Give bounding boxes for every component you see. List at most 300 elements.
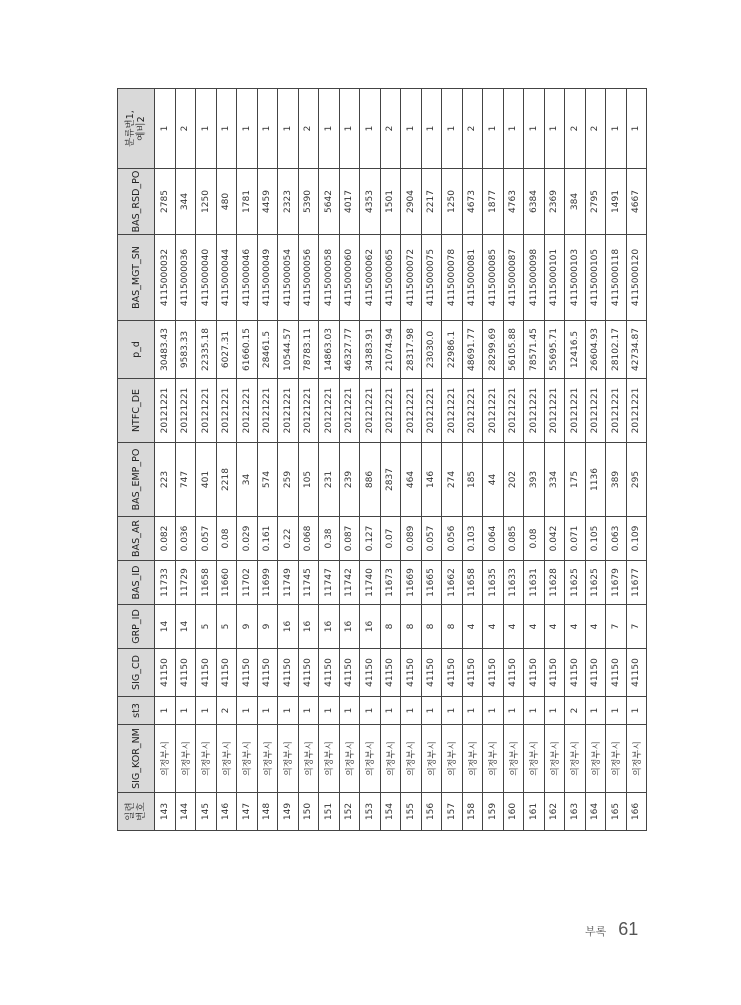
table-cell: 0.127 [360,517,381,561]
table-cell: 41150 [565,649,586,697]
table-cell: 165 [606,793,627,831]
column-header: BAS_EMP_PO [118,443,155,517]
table-cell: 159 [483,793,504,831]
table-cell: 20121221 [544,379,565,443]
column-header: BAS_RSD_PO [118,169,155,235]
table-cell: 41150 [196,649,217,697]
table-cell: 41150 [257,649,278,697]
table-cell: 11679 [606,561,627,605]
table-cell: 344 [175,169,196,235]
table-cell: 574 [257,443,278,517]
table-cell: 2795 [585,169,606,235]
table-cell: 의정부시 [339,725,360,793]
table-cell: 0.22 [278,517,299,561]
table-cell: 1 [606,697,627,725]
table-cell: 4115000032 [155,235,176,321]
table-cell: 0.057 [196,517,217,561]
table-cell: 1 [196,697,217,725]
table-cell: 2 [216,697,237,725]
table-cell: 105 [298,443,319,517]
table-cell: 11699 [257,561,278,605]
table-cell: 0.07 [380,517,401,561]
table-cell: 20121221 [298,379,319,443]
table-row [544,89,565,831]
table-cell: 16 [298,605,319,649]
table-cell: 239 [339,443,360,517]
table-cell: 21074.94 [380,321,401,379]
table-cell: 22335.18 [196,321,217,379]
table-cell: 0.08 [524,517,545,561]
table-cell: 464 [401,443,422,517]
table-cell: 1 [155,697,176,725]
table-cell: 41150 [360,649,381,697]
table-cell: 2785 [155,169,176,235]
table-cell: 의정부시 [216,725,237,793]
table-cell: 의정부시 [175,725,196,793]
table-row [237,89,258,831]
table-cell: 4115000056 [298,235,319,321]
table-cell: 11631 [524,561,545,605]
table-cell: 8 [421,605,442,649]
table-cell: 11658 [196,561,217,605]
table-cell: 41150 [462,649,483,697]
table-cell: 4115000105 [585,235,606,321]
page-number: 61 [618,919,639,939]
table-cell: 2 [298,89,319,169]
table-row [442,89,463,831]
table-cell: 1 [175,697,196,725]
table-cell: 1 [544,89,565,169]
table-cell: 334 [544,443,565,517]
table-cell: 0.085 [503,517,524,561]
table-cell: 14 [155,605,176,649]
table-cell: 4673 [462,169,483,235]
table-row [196,89,217,831]
table-cell: 41150 [175,649,196,697]
table-cell: 1 [544,697,565,725]
table-cell: 4115000098 [524,235,545,321]
table-cell: 의정부시 [442,725,463,793]
table-cell: 11635 [483,561,504,605]
table-cell: 20121221 [216,379,237,443]
table-cell: 1 [421,697,442,725]
table-cell: 41150 [298,649,319,697]
table-cell: 1 [462,697,483,725]
table-cell: 2904 [401,169,422,235]
table-cell: 의정부시 [606,725,627,793]
table-cell: 480 [216,169,237,235]
table-cell: 2217 [421,169,442,235]
table-cell: 2 [380,89,401,169]
table-cell: 61660.15 [237,321,258,379]
table-cell: 147 [237,793,258,831]
table-row [257,89,278,831]
table-cell: 48691.77 [462,321,483,379]
table-cell: 11747 [319,561,340,605]
table-cell: 164 [585,793,606,831]
table-cell: 30483.43 [155,321,176,379]
table-cell: 20121221 [462,379,483,443]
table-cell: 4 [503,605,524,649]
table-cell: 150 [298,793,319,831]
table-cell: 34383.91 [360,321,381,379]
table-cell: 1 [626,697,647,725]
table-cell: 20121221 [606,379,627,443]
table-cell: 의정부시 [155,725,176,793]
table-cell: 202 [503,443,524,517]
table-cell: 11669 [401,561,422,605]
table-cell: 4115000060 [339,235,360,321]
table-cell: 1 [585,697,606,725]
table-cell: 148 [257,793,278,831]
table-cell: 20121221 [565,379,586,443]
table-cell: 0.029 [237,517,258,561]
table-cell: 161 [524,793,545,831]
table-cell: 7 [606,605,627,649]
table-cell: 0.042 [544,517,565,561]
table-cell: 11673 [380,561,401,605]
table-cell: 20121221 [257,379,278,443]
table-cell: 28299.69 [483,321,504,379]
table-header-row [118,89,155,831]
table-cell: 2837 [380,443,401,517]
table-cell: 274 [442,443,463,517]
table-cell: 4115000081 [462,235,483,321]
table-row [421,89,442,831]
table-row [319,89,340,831]
table-cell: 146 [216,793,237,831]
table-cell: 8 [401,605,422,649]
column-header: 분류번1, 예비2 [118,89,155,169]
table-cell: 1 [216,89,237,169]
table-cell: 160 [503,793,524,831]
table-cell: 의정부시 [421,725,442,793]
table-cell: 의정부시 [278,725,299,793]
table-cell: 11660 [216,561,237,605]
table-cell: 41150 [421,649,442,697]
table-cell: 1 [298,697,319,725]
table-cell: 157 [442,793,463,831]
table-cell: 의정부시 [585,725,606,793]
table-cell: 146 [421,443,442,517]
table-row [380,89,401,831]
table-cell: 0.082 [155,517,176,561]
table-cell: 5642 [319,169,340,235]
table-cell: 의정부시 [462,725,483,793]
column-header: BAS_ID [118,561,155,605]
table-cell: 0.38 [319,517,340,561]
table-cell: 4115000087 [503,235,524,321]
table-cell: 14 [175,605,196,649]
table-cell: 12416.5 [565,321,586,379]
table-cell: 78571.45 [524,321,545,379]
table-cell: 0.089 [401,517,422,561]
table-row [175,89,196,831]
table-cell: 41150 [278,649,299,697]
table-cell: 4115000040 [196,235,217,321]
table-cell: 28317.98 [401,321,422,379]
table-cell: 4115000085 [483,235,504,321]
table-cell: 0.068 [298,517,319,561]
table-cell: 16 [319,605,340,649]
table-cell: 20121221 [339,379,360,443]
table-row [483,89,504,831]
table-cell: 2369 [544,169,565,235]
table-cell: 28102.17 [606,321,627,379]
table-cell: 16 [339,605,360,649]
table-cell: 4115000078 [442,235,463,321]
table-row [585,89,606,831]
table-cell: 2 [565,89,586,169]
table-cell: 0.087 [339,517,360,561]
table-cell: 4115000062 [360,235,381,321]
table-cell: 20121221 [503,379,524,443]
table-cell: 2323 [278,169,299,235]
column-header: p_d [118,321,155,379]
table-cell: 4115000120 [626,235,647,321]
table-cell: 175 [565,443,586,517]
table-cell: 2218 [216,443,237,517]
table-cell: 6384 [524,169,545,235]
table-cell: 295 [626,443,647,517]
table-cell: 42734.87 [626,321,647,379]
table-cell: 11729 [175,561,196,605]
table-cell: 0.103 [462,517,483,561]
table-cell: 4353 [360,169,381,235]
table-cell: 0.071 [565,517,586,561]
table-cell: 의정부시 [524,725,545,793]
table-row [278,89,299,831]
table-row [339,89,360,831]
table-cell: 56105.88 [503,321,524,379]
table-cell: 11633 [503,561,524,605]
table-cell: 143 [155,793,176,831]
table-cell: 0.161 [257,517,278,561]
table-cell: 20121221 [155,379,176,443]
column-header: SIG_KOR_NM [118,725,155,793]
table-cell: 1877 [483,169,504,235]
table-cell: 2 [462,89,483,169]
table-cell: 4115000118 [606,235,627,321]
table-cell: 41150 [319,649,340,697]
table-cell: 4 [565,605,586,649]
table-row [298,89,319,831]
table-cell: 4115000101 [544,235,565,321]
table-cell: 41150 [380,649,401,697]
table-cell: 1 [626,89,647,169]
table-body [155,89,647,831]
table-cell: 154 [380,793,401,831]
table-cell: 9 [257,605,278,649]
table-cell: 41150 [524,649,545,697]
table-cell: 11740 [360,561,381,605]
table-row [216,89,237,831]
table-cell: 7 [626,605,647,649]
table-cell: 1 [360,697,381,725]
table-cell: 0.105 [585,517,606,561]
table-header [118,89,155,831]
table-cell: 185 [462,443,483,517]
table-cell: 1 [380,697,401,725]
table-cell: 의정부시 [298,725,319,793]
table-cell: 의정부시 [360,725,381,793]
table-cell: 259 [278,443,299,517]
table-cell: 393 [524,443,545,517]
table-row [401,89,422,831]
table-cell: 28461.5 [257,321,278,379]
table-cell: 10544.57 [278,321,299,379]
table-cell: 20121221 [319,379,340,443]
table-cell: 의정부시 [565,725,586,793]
table-cell: 4115000049 [257,235,278,321]
table-cell: 8 [380,605,401,649]
table-cell: 1 [257,89,278,169]
table-cell: 1136 [585,443,606,517]
table-cell: 1 [237,697,258,725]
column-header: GRP_ID [118,605,155,649]
table-cell: 의정부시 [544,725,565,793]
table-cell: 20121221 [483,379,504,443]
table-cell: 4 [585,605,606,649]
table-row [503,89,524,831]
table-cell: 41150 [503,649,524,697]
table-cell: 20121221 [360,379,381,443]
table-cell: 9 [237,605,258,649]
table-cell: 401 [196,443,217,517]
table-cell: 의정부시 [401,725,422,793]
table-cell: 2 [585,89,606,169]
table-cell: 9583.33 [175,321,196,379]
table-cell: 4459 [257,169,278,235]
table-cell: 1250 [196,169,217,235]
table-cell: 11625 [565,561,586,605]
table-cell: 4115000036 [175,235,196,321]
table-cell: 0.064 [483,517,504,561]
table-cell: 78783.11 [298,321,319,379]
table-cell: 5 [196,605,217,649]
table-cell: 4 [462,605,483,649]
column-header: BAS_MGT_SN [118,235,155,321]
table-cell: 0.036 [175,517,196,561]
table-cell: 11662 [442,561,463,605]
table-cell: 4 [483,605,504,649]
table-row [155,89,176,831]
table-cell: 16 [360,605,381,649]
table-cell: 41150 [237,649,258,697]
table-cell: 4115000054 [278,235,299,321]
table-cell: 의정부시 [380,725,401,793]
table-cell: 1 [606,89,627,169]
table-cell: 1 [483,697,504,725]
table-cell: 11625 [585,561,606,605]
table-cell: 1 [319,697,340,725]
table-cell: 1 [237,89,258,169]
column-header: BAS_AR [118,517,155,561]
table-cell: 1 [278,89,299,169]
column-header: SIG_CD [118,649,155,697]
table-cell: 4115000046 [237,235,258,321]
table-cell: 4667 [626,169,647,235]
table-cell: 0.063 [606,517,627,561]
table-cell: 11702 [237,561,258,605]
table-row [606,89,627,831]
table-cell: 1 [421,89,442,169]
table-cell: 4 [524,605,545,649]
table-cell: 1 [503,697,524,725]
table-cell: 1 [196,89,217,169]
table-cell: 5 [216,605,237,649]
column-header: 일련 번호 [118,793,155,831]
table-cell: 55695.71 [544,321,565,379]
table-cell: 46327.77 [339,321,360,379]
table-cell: 2 [175,89,196,169]
table-row [626,89,647,831]
table-cell: 144 [175,793,196,831]
table-cell: 20121221 [421,379,442,443]
table-cell: 34 [237,443,258,517]
table-cell: 4115000044 [216,235,237,321]
table-cell: 1781 [237,169,258,235]
table-cell: 44 [483,443,504,517]
table-cell: 4115000103 [565,235,586,321]
table-cell: 6027.31 [216,321,237,379]
table-cell: 1 [483,89,504,169]
table-cell: 의정부시 [626,725,647,793]
table-row [565,89,586,831]
table-cell: 1 [339,697,360,725]
column-header: st3 [118,697,155,725]
table-row [524,89,545,831]
table-cell: 의정부시 [483,725,504,793]
table-cell: 11742 [339,561,360,605]
table-cell: 389 [606,443,627,517]
table-cell: 11677 [626,561,647,605]
table-cell: 23030.0 [421,321,442,379]
table-cell: 223 [155,443,176,517]
table-cell: 747 [175,443,196,517]
table-cell: 1250 [442,169,463,235]
table-cell: 11658 [462,561,483,605]
rotated-table-frame [117,110,643,831]
table-cell: 1 [339,89,360,169]
page-footer [585,919,638,940]
table-cell: 158 [462,793,483,831]
table-cell: 41150 [401,649,422,697]
table-cell: 166 [626,793,647,831]
table-cell: 886 [360,443,381,517]
table-cell: 151 [319,793,340,831]
table-cell: 162 [544,793,565,831]
table-cell: 41150 [626,649,647,697]
appendix-label: 부록 [585,925,607,938]
table-cell: 1 [442,697,463,725]
table-cell: 의정부시 [257,725,278,793]
table-cell: 1491 [606,169,627,235]
table-cell: 11745 [298,561,319,605]
table-cell: 1 [401,697,422,725]
table-cell: 155 [401,793,422,831]
table-cell: 4115000065 [380,235,401,321]
table-cell: 41150 [442,649,463,697]
table-cell: 152 [339,793,360,831]
table-cell: 11749 [278,561,299,605]
table-cell: 156 [421,793,442,831]
table-cell: 1 [155,89,176,169]
table-cell: 4115000058 [319,235,340,321]
table-cell: 1501 [380,169,401,235]
table-cell: 1 [401,89,422,169]
table-cell: 8 [442,605,463,649]
